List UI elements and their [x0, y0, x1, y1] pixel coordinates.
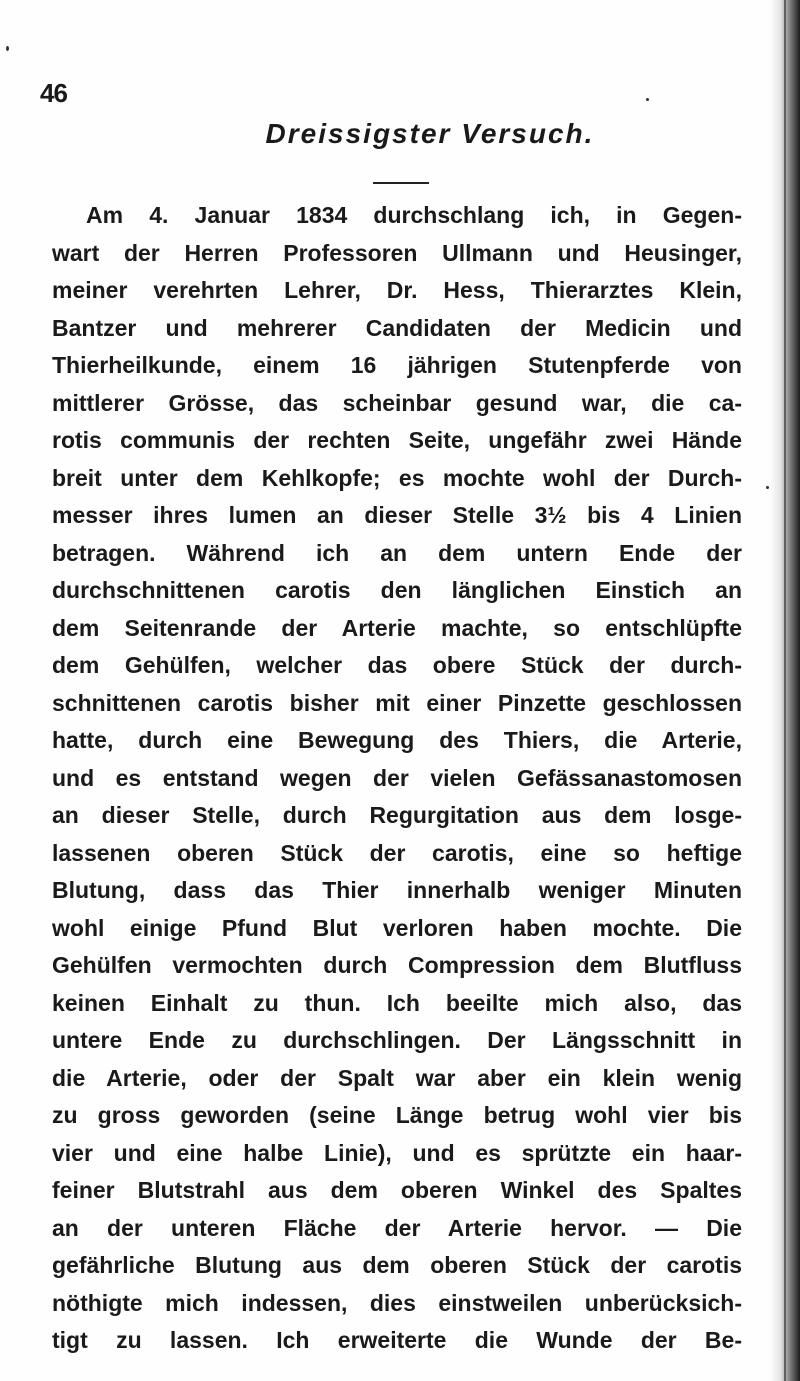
text-line: durchschnittenen carotis den länglichen Einstich an	[52, 577, 742, 603]
text-line: rotis communis der rechten Seite, ungefähr zwei Hände	[52, 427, 742, 453]
text-line: Am 4. Januar 1834 durchschlang ich, in Gegen-	[86, 202, 742, 228]
text-line: zu gross geworden (seine Länge betrug wohl vier bis	[52, 1102, 742, 1128]
paper-speck	[766, 486, 769, 489]
text-line: betragen. Während ich an dem untern Ende der	[52, 539, 742, 566]
text-line: Bantzer und mehrerer Candidaten der Medicin und	[52, 314, 742, 341]
section-heading: Dreissigster Versuch.	[265, 118, 595, 149]
body-text	[52, 197, 742, 1360]
text-line: und es entstand wegen der vielen Gefässanastomosen	[52, 764, 742, 791]
text-line: tigt zu lassen. Ich erweiterte die Wunde der Be-	[52, 1327, 742, 1353]
text-line: mittlerer Grösse, das scheinbar gesund war, die ca-	[52, 389, 742, 416]
text-line: die Arterie, oder der Spalt war aber ein klein wenig	[52, 1064, 742, 1091]
text-line: lassenen oberen Stück der carotis, eine so heftige	[52, 839, 742, 866]
paper-speck	[6, 46, 9, 51]
text-line: Thierheilkunde, einem 16 jährigen Stutenpferde von	[52, 352, 742, 378]
text-line: an der unteren Fläche der Arterie hervor. — Die	[52, 1214, 742, 1241]
text-line: untere Ende zu durchschlingen. Der Längsschnitt in	[52, 1027, 742, 1053]
text-line: feiner Blutstrahl aus dem oberen Winkel des Spaltes	[52, 1177, 742, 1203]
text-line: Blutung, dass das Thier innerhalb weniger Minuten	[52, 877, 742, 903]
text-line: schnittenen carotis bisher mit einer Pinzette geschlossen	[52, 689, 742, 716]
text-line: breit unter dem Kehlkopfe; es mochte wohl der Durch-	[52, 464, 742, 491]
text-line: nöthigte mich indessen, dies einstweilen unberücksich-	[52, 1289, 742, 1316]
heading-rule	[373, 182, 429, 184]
text-line: messer ihres lumen an dieser Stelle 3½ bis 4 Linien	[52, 502, 742, 528]
text-line: dem Gehülfen, welcher das obere Stück der durch-	[52, 652, 742, 678]
text-line: Gehülfen vermochten durch Compression dem Blutfluss	[52, 952, 742, 978]
paper-speck	[646, 98, 649, 101]
text-line: keinen Einhalt zu thun. Ich beeilte mich also, das	[52, 989, 742, 1016]
text-line: gefährliche Blutung aus dem oberen Stück der carotis	[52, 1252, 742, 1278]
text-line: an dieser Stelle, durch Regurgitation aus dem losge-	[52, 802, 742, 828]
text-line: hatte, durch eine Bewegung des Thiers, die Arterie,	[52, 727, 742, 753]
text-line: dem Seitenrande der Arterie machte, so entschlüpfte	[52, 614, 742, 641]
text-line: meiner verehrten Lehrer, Dr. Hess, Thierarztes Klein,	[52, 277, 742, 303]
text-line: vier und eine halbe Linie), und es sprützte ein haar-	[52, 1139, 742, 1166]
page-number: 46	[40, 78, 67, 108]
text-line: wohl einige Pfund Blut verloren haben mochte. Die	[52, 914, 742, 941]
text-line: wart der Herren Professoren Ullmann und Heusinger,	[52, 239, 742, 266]
binding-edge	[784, 0, 786, 1381]
